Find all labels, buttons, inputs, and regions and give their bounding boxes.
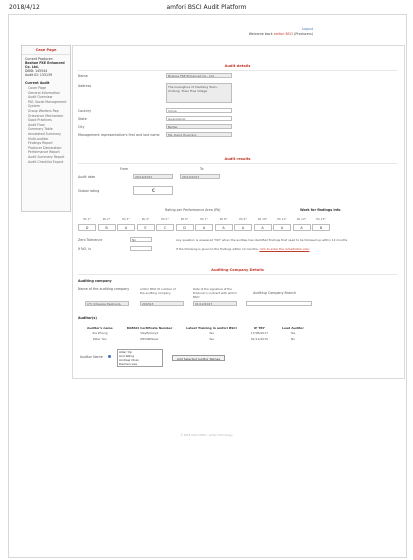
sidebar-item-findings-report[interactable]: Findings Report [28, 141, 53, 146]
pa-header-10: PA 10* [257, 217, 268, 221]
contract-date-col: Date of the signature of the Producer's contract with amfori BSCI [193, 287, 237, 299]
training-header: Latest Training in amfori BSCI [186, 325, 237, 330]
sidebar-item-audit-summary-report[interactable]: Audit Summary Report [28, 154, 65, 159]
zero-tolerance-select[interactable]: No [130, 237, 152, 242]
producer-dbid: DBID: 145544 [25, 69, 48, 73]
address-label: Address [78, 84, 92, 88]
pa-rating-11[interactable]: A [273, 224, 291, 231]
branch-col: Auditing Company Branch [253, 291, 297, 295]
info-icon[interactable] [108, 355, 111, 358]
pa-rating-9[interactable]: A [234, 224, 252, 231]
audit-date-label: Audit date [78, 175, 96, 179]
pa-header-1: PA 1* [83, 217, 91, 221]
audit-results-title: Audit results [224, 157, 251, 161]
welcome-prefix: Welcome back [248, 32, 273, 36]
sidebar-item-performance-report[interactable]: Performance Report [28, 150, 60, 155]
cell: Xie Zhong [92, 331, 108, 335]
city-field[interactable]: Beihai [166, 124, 232, 129]
pa-header-12: PA 12* [296, 217, 307, 221]
sidebar-item-checklist-export[interactable]: Audit Checklist Export [28, 159, 64, 164]
pa-rating-13[interactable]: B [312, 224, 330, 231]
pa-rating-6[interactable]: D [176, 224, 194, 231]
sidebar-item-multi-auditor[interactable]: Multi-auditor [28, 136, 49, 141]
global-rating-field[interactable]: C [133, 186, 173, 195]
col-from: From [120, 167, 129, 171]
sidebar-item-cover-page[interactable]: Cover Page [28, 86, 47, 90]
welcome-suffix: (Producers) [294, 32, 313, 36]
pa-note: Work for findings info [300, 208, 341, 212]
sidebar-item-annotated-summary[interactable]: Annotated Summary [28, 131, 62, 136]
list-item[interactable]: Anil Wang [119, 354, 134, 358]
page-title: amfori BSCI Audit Platform [166, 4, 247, 11]
company-id-col: amfori BSCI ID number of the auditing company [140, 287, 176, 295]
divider [78, 70, 397, 71]
address-field[interactable]: The Guanghua of Xiaofeng Town, Xinfeng, Town Free Village [166, 83, 232, 103]
pa-header-6: PA 6* [180, 217, 189, 221]
country-label: Country [78, 109, 92, 113]
auditor-listbox[interactable] [117, 349, 163, 367]
audit-date-from[interactable]: 26/10/2017 [133, 174, 173, 179]
pa-rating-8[interactable]: A [215, 224, 233, 231]
cell: Yes [290, 331, 296, 335]
sidebar-item-social-management[interactable]: PA1 Social Management [28, 99, 67, 104]
audit-date-to[interactable]: 26/10/2017 [180, 174, 220, 179]
sidebar-item-workers-rep[interactable]: Group Workers Rep [28, 108, 59, 113]
pa-header-7: PA 7* [200, 217, 208, 221]
company-id-field[interactable]: 200313 [140, 301, 184, 306]
sidebar [21, 45, 71, 212]
sidebar-item-summary-table[interactable]: Summary Table [28, 127, 53, 132]
pa-rating-3[interactable]: A [117, 224, 135, 231]
list-item[interactable]: Damien Lee [119, 362, 137, 366]
footer: © 2018 amfori BSCI - amfori Technology [180, 434, 233, 437]
mgmt-rep-field[interactable]: Ms. Deng Huaining [166, 132, 232, 137]
auditing-company-title: Auditing Company Details [211, 268, 264, 272]
current-producer [22, 55, 70, 79]
if-no-field[interactable] [130, 246, 152, 251]
city-label: City [78, 125, 85, 129]
auditors-label: Auditor(s) [78, 316, 97, 320]
auditor-name-header: Auditor's name [87, 325, 113, 330]
lead-auditor-header: Lead Auditor [282, 325, 304, 330]
pa-rating-1[interactable]: D [78, 224, 96, 231]
auditor-name-label: Auditor Name [80, 355, 103, 359]
list-item[interactable]: Andrew Chan [119, 358, 140, 362]
pa-header-13: PA 13* [316, 217, 326, 221]
country-select[interactable]: China [166, 108, 232, 113]
pa-header-2: PA 2* [102, 217, 111, 221]
divider [78, 163, 397, 164]
pa-rating-12[interactable]: A [293, 224, 311, 231]
pa-header-8: PA 8* [219, 217, 228, 221]
pa-header-5: PA 5* [161, 217, 169, 221]
logout-link[interactable]: Logout [301, 27, 313, 31]
pa-header-9: PA 9* [239, 217, 247, 221]
user-profile-link[interactable]: amfori BSCI [273, 32, 294, 36]
name-label: Name [78, 74, 88, 78]
zero-tolerance-note: Any question is answered "NO" when the auditee has identified findings that need to be followed up within 12 months [176, 238, 348, 242]
table-row [80, 336, 311, 342]
certificate-header: RABSCI Certificate Number [126, 325, 173, 330]
global-rating-label: Global rating [78, 189, 100, 193]
if-no-label: If NO, is [78, 247, 91, 251]
branch-select[interactable] [246, 301, 312, 306]
sidebar-item-system[interactable]: System [28, 104, 40, 109]
zero-tolerance-label: Zero Tolerance [78, 238, 103, 242]
audit-details-title: Audit details [224, 64, 251, 68]
pa-rating-10[interactable]: A [254, 224, 272, 231]
ip-try-header: IP TRY [254, 325, 265, 330]
cell: NayEplaxyX [140, 331, 159, 335]
pa-rating-2[interactable]: B [98, 224, 116, 231]
cell: 17/08/2017 [250, 331, 269, 335]
if-no-note [176, 247, 309, 251]
sidebar-item-grievance[interactable]: Grievance Mechanism [28, 113, 64, 118]
state-label: State [78, 117, 87, 121]
state-select[interactable]: Guangdong [166, 116, 232, 121]
current-audit-label: Current Audit [25, 81, 50, 85]
sidebar-item-audit-overview[interactable]: Audit Overview [28, 95, 53, 100]
list-item[interactable]: Allan Yip [119, 350, 132, 354]
contract-date-field[interactable]: 01/12/2017 [193, 301, 237, 306]
auditors-table [80, 325, 311, 342]
sidebar-item-audit-flow[interactable]: Audit Flow [28, 122, 45, 127]
producer-audit-id: Audit ID: 133139 [25, 73, 53, 77]
pa-header-3: PA 3* [122, 217, 130, 221]
if-no-note-text: If the following is given to the findings within 12 months, [176, 247, 259, 251]
sidebar-item-good-practices[interactable]: Good Practices [28, 118, 52, 123]
pa-rating-7[interactable]: A [195, 224, 213, 231]
pa-header-11: PA 11* [277, 217, 287, 221]
sidebar-item-general-information[interactable]: General Information [28, 90, 61, 95]
remediation-plan-link[interactable]: click to enter the remediation plan [259, 247, 310, 251]
cell: Yes [209, 337, 214, 341]
producer-label: Current Producer: [25, 57, 54, 61]
producer-name-2: Co. Ltd. [25, 65, 39, 69]
company-name-field[interactable]: CTI (Chaoxie Testing & [85, 301, 129, 306]
divider [78, 274, 397, 275]
cell: P8VANWeax [140, 337, 159, 341]
user-area [249, 27, 313, 37]
print-date: 2018/4/12 [9, 4, 40, 11]
cell: 01/11/2015 [250, 337, 269, 341]
pa-header-4: PA 4* [141, 217, 150, 221]
pa-heading: Rating per Performance Area (PA) [165, 208, 221, 212]
cell: Peter Yan [92, 337, 107, 341]
producer-name-1: Boshoe FKE Enhanced [25, 61, 65, 65]
sidebar-header: Case Page [22, 46, 70, 55]
cell: Yes [209, 331, 214, 335]
name-field[interactable]: Boshoe FKE Enhanced Co., Ltd. [166, 73, 232, 78]
company-name-col: Name of the auditing company [78, 287, 130, 291]
cell: No [290, 337, 295, 341]
add-auditor-button[interactable]: Add Selected Auditor Names [172, 355, 225, 361]
sidebar-item-producer-declaration[interactable]: Producer Declaration [28, 145, 62, 150]
pa-rating-4[interactable]: E [137, 224, 155, 231]
col-to: To [200, 167, 204, 171]
pa-rating-5[interactable]: C [156, 224, 174, 231]
auditing-company-label: Auditing company [78, 279, 112, 283]
mgmt-rep-label: Management representative's first and last name [78, 133, 160, 137]
